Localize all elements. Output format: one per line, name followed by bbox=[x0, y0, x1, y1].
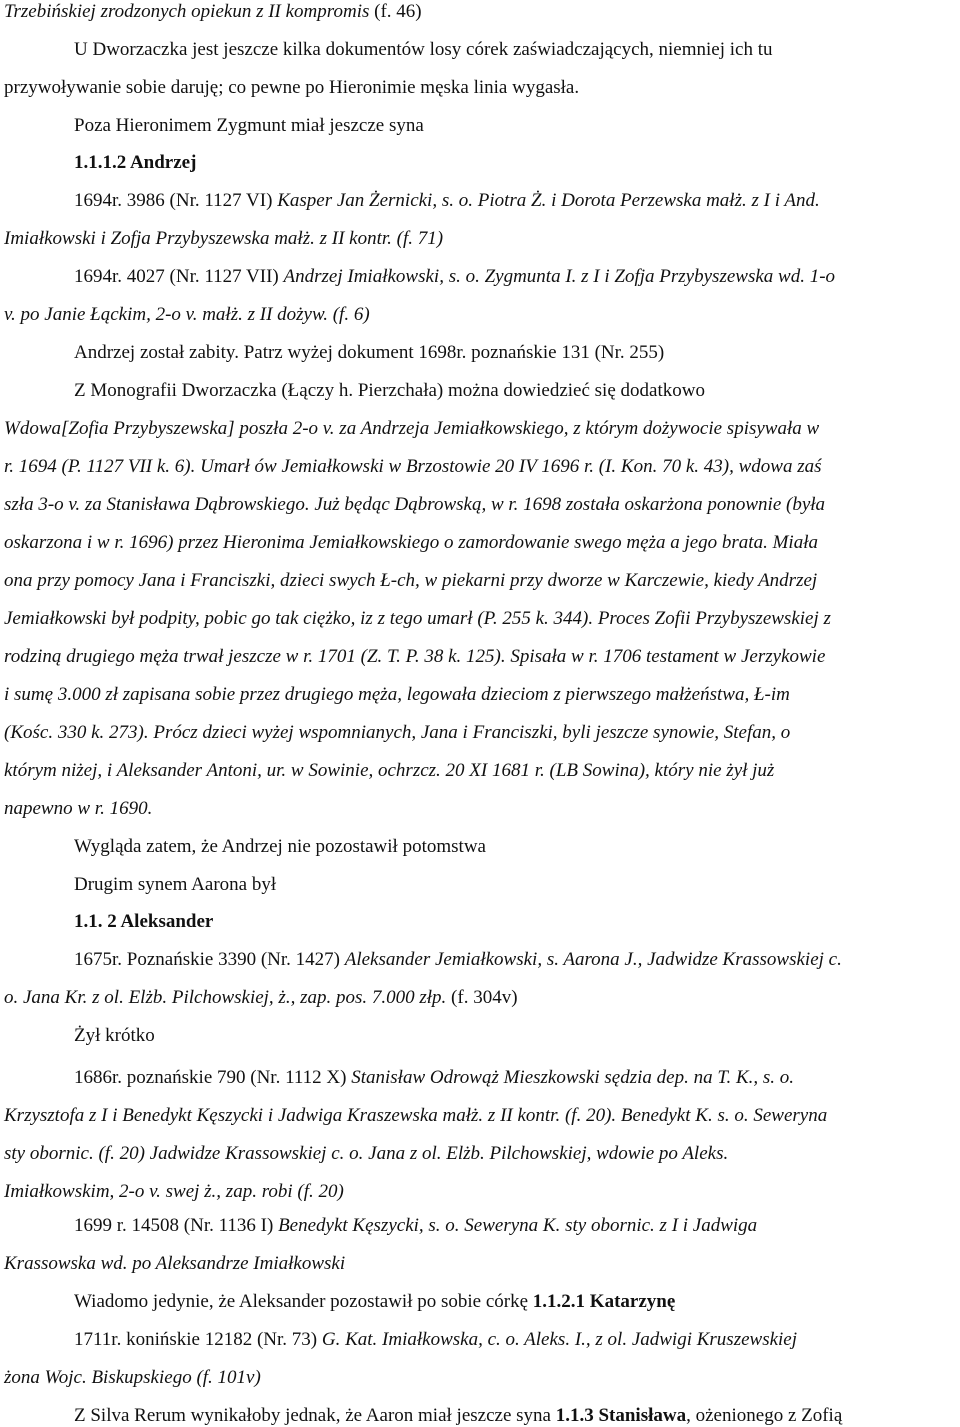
text-run: oskarzona i w r. 1696) przez Hieronima Jemiałkowskiego o zamordowanie swego męża a jego brata. Miała bbox=[4, 532, 818, 553]
text-run: szła 3-o v. za Stanisława Dąbrowskiego. Już będąc Dąbrowską, w r. 1698 została oskarżona ponownie (była bbox=[4, 494, 826, 515]
text-run: Krzysztofa z I i Benedykt Kęszycki i Jadwiga Kraszewska małż. z II kontr. (f. 20). Benedykt K. s. o. Seweryna bbox=[4, 1105, 828, 1126]
text-run: Wdowa[Zofia Przybyszewska] poszła 2-o v. za Andrzeja Jemiałkowskiego, z którym dożywocie spisywała w bbox=[4, 418, 820, 439]
text-line bbox=[74, 151, 196, 175]
text-run: 1694r. 4027 (Nr. 1127 VII) bbox=[74, 266, 284, 287]
text-run: żona Wojc. Biskupskiego (f. 101v) bbox=[4, 1367, 261, 1388]
text-line bbox=[4, 645, 825, 669]
text-run: Wiadomo jedynie, że Aleksander pozostawił po sobie córkę bbox=[74, 1291, 533, 1312]
text-run: Aleksander Jemiałkowski, s. Aarona J., Jadwidze Krassowskiej c. bbox=[344, 949, 842, 970]
text-run: r. 1694 (P. 1127 VII k. 6). Umarł ów Jemiałkowski w Brzostowie 20 IV 1696 r. (I. Kon. 70 k. 43), wdowa zaś bbox=[4, 456, 822, 477]
text-line bbox=[4, 417, 819, 441]
text-line bbox=[4, 683, 790, 707]
text-line bbox=[74, 835, 486, 859]
text-run: 1699 r. 14508 (Nr. 1136 I) bbox=[74, 1215, 279, 1236]
text-line bbox=[74, 910, 213, 934]
text-line bbox=[4, 1142, 728, 1166]
text-line bbox=[74, 265, 835, 289]
text-run: sty obornic. (f. 20) Jadwidze Krassowskiej c. o. Jana z ol. Elżb. Pilchowskiej, wdowie po Aleks. bbox=[4, 1143, 729, 1164]
text-run: (f. 46) bbox=[374, 1, 422, 22]
text-run: Andrzej Imiałkowski, s. o. Zygmunta I. z I i Zofja Przybyszewska wd. 1-o bbox=[283, 266, 836, 287]
text-run: Jemiałkowski był podpity, pobic go tak ciężko, iz z tego umarł (P. 255 k. 344). Proces Zofii Przybyszewskiej z bbox=[4, 608, 831, 629]
text-line bbox=[4, 531, 818, 555]
text-line bbox=[4, 1252, 345, 1276]
text-run: rodziną drugiego męża trwał jeszcze w r. 1701 (Z. T. P. 38 k. 125). Spisała w r. 1706 testament w Jerzykowie bbox=[4, 646, 826, 667]
text-run: (Kośc. 330 k. 273). Prócz dzieci wyżej wspomnianych, Jana i Franciszki, byli jeszcze synowie, Stefan, o bbox=[4, 722, 791, 743]
text-line bbox=[74, 873, 276, 897]
text-line bbox=[4, 1366, 261, 1390]
text-run: Krassowska wd. po Aleksandrze Imiałkowski bbox=[4, 1253, 346, 1274]
text-line bbox=[4, 227, 443, 251]
text-line bbox=[4, 1180, 344, 1204]
text-run: napewno w r. 1690. bbox=[4, 798, 153, 819]
text-run: v. po Janie Łąckim, 2-o v. małż. z II dożyw. (f. 6) bbox=[4, 304, 370, 325]
text-line bbox=[74, 1066, 794, 1090]
text-run: Kasper Jan Żernicki, s. o. Piotra Ż. i Dorota Perzewska małż. z I i And. bbox=[277, 190, 820, 211]
text-line bbox=[4, 0, 422, 24]
text-run: którym niżej, i Aleksander Antoni, ur. w Sowinie, ochrzcz. 20 XI 1681 r. (LB Sowina), który nie żył już bbox=[4, 760, 775, 781]
text-line bbox=[4, 76, 579, 100]
text-run: Benedykt Kęszycki, s. o. Seweryna K. sty obornic. z I i Jadwiga bbox=[278, 1215, 758, 1236]
text-line bbox=[4, 721, 790, 745]
text-line bbox=[74, 1290, 675, 1314]
text-run: 1675r. Poznańskie 3390 (Nr. 1427) bbox=[74, 949, 345, 970]
text-run: Imiałkowskim, 2-o v. swej ż., zap. robi (f. 20) bbox=[4, 1181, 344, 1202]
text-line bbox=[4, 569, 817, 593]
text-line bbox=[74, 1404, 842, 1427]
text-run: Z Silva Rerum wynikałoby jednak, że Aaron miał jeszcze syna bbox=[74, 1405, 556, 1426]
text-line bbox=[74, 948, 842, 972]
text-run: Poza Hieronimem Zygmunt miał jeszcze syna bbox=[74, 115, 424, 136]
text-run: 1711r. konińskie 12182 (Nr. 73) bbox=[74, 1329, 322, 1350]
text-run: G. Kat. Imiałkowska, c. o. Aleks. I., z ol. Jadwigi Kruszewskiej bbox=[321, 1329, 798, 1350]
text-run: Stanisław Odrowąż Mieszkowski sędzia dep. na T. K., s. o. bbox=[351, 1067, 795, 1088]
text-line bbox=[74, 1328, 797, 1352]
text-line bbox=[74, 189, 820, 213]
text-run: Imiałkowski i Zofja Przybyszewska małż. z II kontr. (f. 71) bbox=[4, 228, 444, 249]
text-line bbox=[74, 341, 664, 365]
text-run: , ożenionego z Zofią bbox=[686, 1405, 843, 1426]
text-run: Drugim synem Aarona był bbox=[74, 874, 277, 895]
text-line bbox=[4, 1104, 827, 1128]
text-run: Trzebińskiej zrodzonych opiekun z II kompromis bbox=[4, 1, 375, 22]
text-line bbox=[74, 1214, 757, 1238]
text-run: 1.1. 2 Aleksander bbox=[74, 911, 214, 932]
text-run: Wygląda zatem, że Andrzej nie pozostawił potomstwa bbox=[74, 836, 486, 857]
text-run: Żył krótko bbox=[74, 1025, 155, 1046]
text-run: 1.1.2.1 Katarzynę bbox=[532, 1291, 676, 1312]
text-line bbox=[74, 114, 424, 138]
text-run: 1694r. 3986 (Nr. 1127 VI) bbox=[74, 190, 278, 211]
text-line bbox=[74, 379, 705, 403]
text-line bbox=[4, 607, 831, 631]
text-line bbox=[74, 38, 773, 62]
text-run: ona przy pomocy Jana i Franciszki, dzieci swych Ł-ch, w piekarni przy dworze w Karczewie, kiedy Andrzej bbox=[4, 570, 818, 591]
text-run: przywoływanie sobie daruję; co pewne po Hieronimie męska linia wygasła. bbox=[4, 77, 580, 98]
text-line bbox=[4, 797, 152, 821]
text-run: U Dworzaczka jest jeszcze kilka dokumentów losy córek zaświadczających, niemniej ich tu bbox=[74, 39, 773, 60]
text-line bbox=[4, 303, 370, 327]
text-line bbox=[4, 759, 774, 783]
text-line bbox=[74, 1024, 155, 1048]
text-run: Z Monografii Dworzaczka (Łączy h. Pierzchała) można dowiedzieć się dodatkowo bbox=[74, 380, 705, 401]
text-run: i sumę 3.000 zł zapisana sobie przez drugiego męża, legowała dzieciom z pierwszego małżeństwa, Ł-im bbox=[4, 684, 790, 705]
text-run: o. Jana Kr. z ol. Elżb. Pilchowskiej, ż., zap. pos. 7.000 złp. bbox=[4, 987, 452, 1008]
text-run: Andrzej został zabity. Patrz wyżej dokument 1698r. poznańskie 131 (Nr. 255) bbox=[74, 342, 665, 363]
text-run: (f. 304v) bbox=[451, 987, 518, 1008]
text-line bbox=[4, 493, 825, 517]
text-run: 1.1.3 Stanisława bbox=[555, 1405, 687, 1426]
text-line bbox=[4, 986, 518, 1010]
text-run: 1686r. poznańskie 790 (Nr. 1112 X) bbox=[74, 1067, 352, 1088]
text-run: 1.1.1.2 Andrzej bbox=[74, 152, 197, 173]
text-line bbox=[4, 455, 822, 479]
